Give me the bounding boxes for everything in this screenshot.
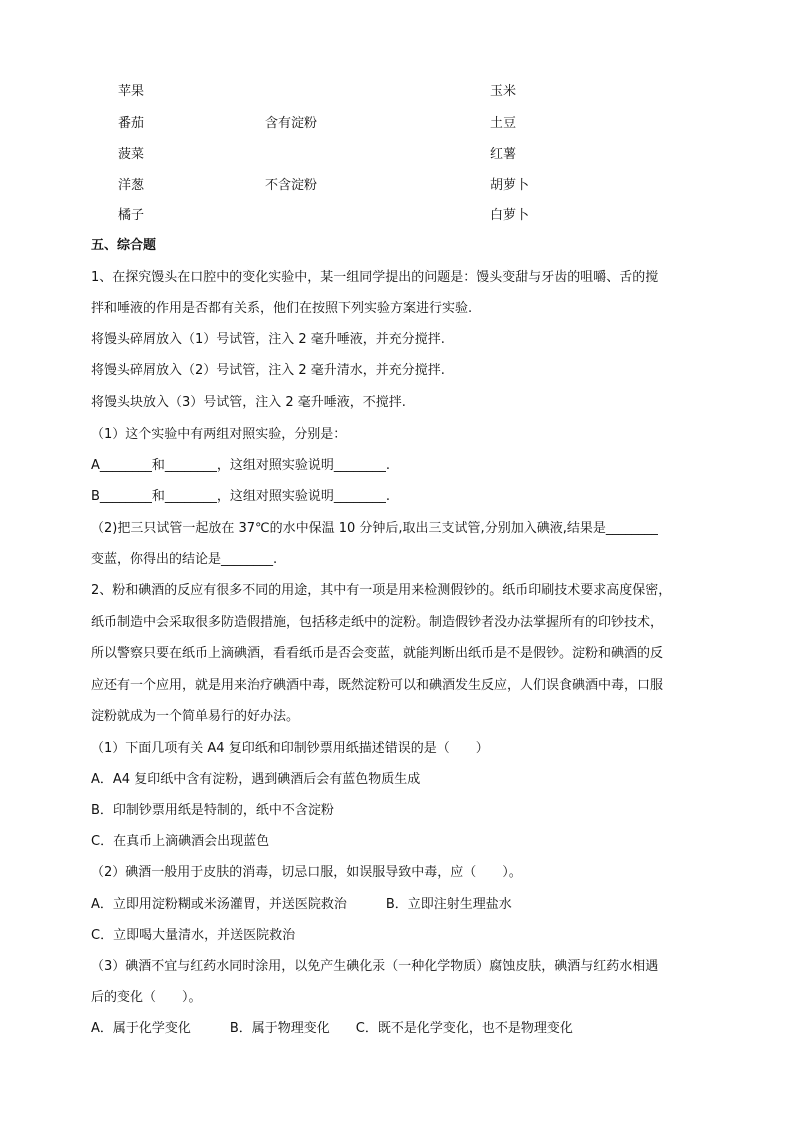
q2-sub1-option-c: C．在真币上滴碘酒会出现蓝色 [91,834,270,849]
q2-sub3-options: A．属于化学变化 B．属于物理变化 C．既不是化学变化，也不是物理变化 [91,1021,573,1036]
q2-sub1-option-a: A．A4 复印纸中含有淀粉，遇到碘酒后会有蓝色物质生成 [91,772,421,787]
section-title: 五、综合题 [91,238,157,253]
match-middle-item: 不含淀粉 [265,178,318,193]
q2-sub1-option-b: B．印制钞票用纸是特制的，纸中不含淀粉 [91,803,334,818]
q1-stem-line2: 拌和唾液的作用是否都有关系，他们在按照下列实验方案进行实验. [91,301,473,316]
match-right-item: 土豆 [490,116,517,131]
q2-sub2: （2）碘酒一般用于皮肤的消毒，切忌口服，如误服导致中毒，应（ ）。 [91,865,522,880]
q2-sub3-line2: 后的变化（ ）。 [91,990,202,1005]
match-left-item: 苹果 [118,84,145,99]
q2-paragraph-line4: 应还有一个应用，就是用来治疗碘酒中毒，既然淀粉可以和碘酒发生反应，人们误食碘酒中毒，口服 [91,678,664,693]
q1-group-b: B________和________，这组对照实验说明________. [91,489,391,504]
match-middle-item: 含有淀粉 [265,116,318,131]
q2-sub2-options-ab: A．立即用淀粉糊或米汤灌胃，并送医院救治 B．立即注射生理盐水 [91,897,512,912]
q1-group-a: A________和________，这组对照实验说明________. [91,458,391,473]
q1-sub1: （1）这个实验中有两组对照实验，分别是： [91,427,347,442]
match-right-item: 玉米 [490,84,517,99]
q1-step2: 将馒头碎屑放入（2）号试管，注入 2 毫升清水，并充分搅拌. [91,363,445,378]
match-left-item: 洋葱 [118,178,145,193]
match-right-item: 红薯 [490,147,517,162]
q2-paragraph-line3: 所以警察只要在纸币上滴碘酒，看看纸币是否会变蓝，就能判断出纸币是不是假钞。淀粉和碘酒的反 [91,646,664,661]
q2-sub1: （1）下面几项有关 A4 复印纸和印制钞票用纸描述错误的是（ ） [91,741,489,756]
match-left-item: 橘子 [118,208,145,223]
q2-sub3-line1: （3）碘酒不宜与红药水同时涂用，以免产生碘化汞（一种化学物质）腐蚀皮肤，碘酒与红药水相遇 [91,959,659,974]
q1-stem-line1: 1、在探究馒头在口腔中的变化实验中，某一组同学提出的问题是：馒头变甜与牙齿的咀嚼、舌的搅 [91,270,659,285]
q2-paragraph-line5: 淀粉就成为一个简单易行的好办法。 [91,709,300,724]
match-right-item: 白萝卜 [490,208,530,223]
match-left-item: 番茄 [118,116,145,131]
q1-step3: 将馒头块放入（3）号试管，注入 2 毫升唾液，不搅拌. [91,395,406,410]
q2-sub2-option-c: C．立即喝大量清水，并送医院救治 [91,928,296,943]
q1-sub2-line2: 变蓝，你得出的结论是________. [91,552,278,567]
match-right-item: 胡萝卜 [490,178,530,193]
q1-step1: 将馒头碎屑放入（1）号试管，注入 2 毫升唾液，并充分搅拌. [91,332,445,347]
q1-sub2-line1: （2)把三只试管一起放在 37℃的水中保温 10 分钟后,取出三支试管,分别加入碘液,结果是________ [91,521,658,536]
match-left-item: 菠菜 [118,147,145,162]
q2-paragraph-line2: 纸币制造中会采取很多防造假措施，包括移走纸中的淀粉。制造假钞者没办法掌握所有的印钞技术， [91,615,664,630]
q2-paragraph-line1: 2、粉和碘酒的反应有很多不同的用途，其中有一项是用来检测假钞的。纸币印刷技术要求高度保密， [91,583,672,598]
